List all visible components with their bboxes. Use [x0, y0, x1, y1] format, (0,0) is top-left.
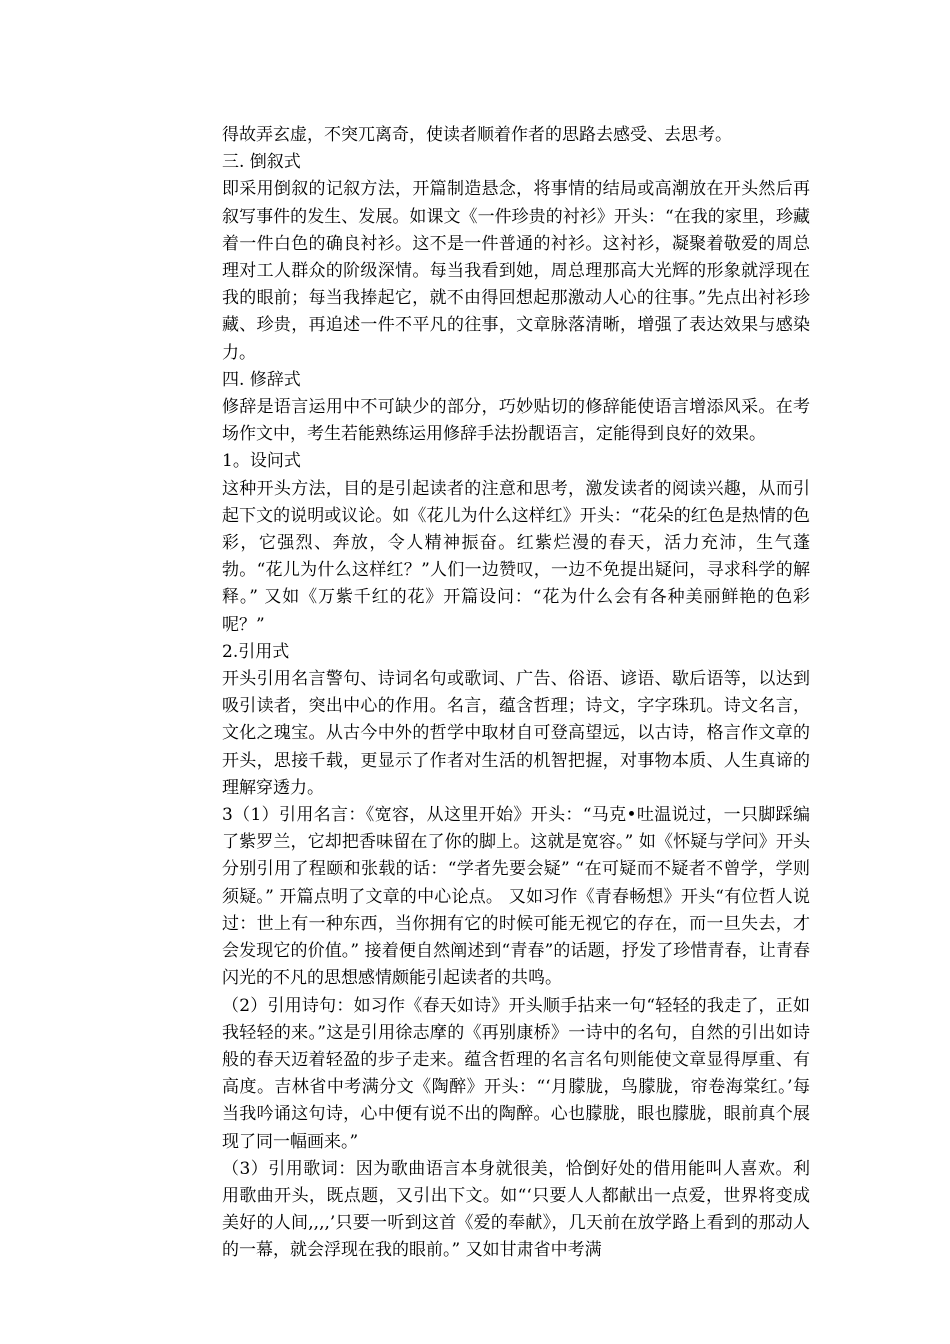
- paragraph-quote-aphorism: 3（1）引用名言：《宽容，从这里开始》开头：“马克•吐温说过，一只脚踩编了紫罗兰，它却把香味留在了你的脚上。这就是宽容。” 如《怀疑与学问》开头分别引用了程颐和张载的话：“学者先要会疑” “在可疑而不疑者不曾学，学则须疑。” 开篇点明了文章的中心论点。 又如习作《青春畅想》开头“有位哲人说过：世上有一种东西，当你拥有它的时候可能无视它的存在，而一旦失去，才会发现它的价值。” 接着便自然阐述到“青春”的话题，抒发了珍惜青春，让青春闪光的不凡的思想感情颇能引起读者的共鸣。: [222, 805, 810, 989]
- paragraph-quote-poem: （2）引用诗句：如习作《春天如诗》开头顺手拈来一句“轻轻的我走了，正如我轻轻的来。”这是引用徐志摩的《再别康桥》一诗中的名句，自然的引出如诗般的春天迈着轻盈的步子走来。蕴含哲理的名言名句则能使文章显得厚重、有高度。吉林省中考满分文《陶醉》开头：“‘月朦胧，鸟朦胧，帘卷海棠红。’每当我吟诵这句诗，心中便有说不出的陶醉。心也朦胧，眼也朦胧，眼前真个展现了同一幅画来。”: [222, 995, 810, 1152]
- paragraph-quotation: 开头引用名言警句、诗词名句或歌词、广告、俗语、谚语、歇后语等，以达到吸引读者，突出中心的作用。名言，蕴含哲理；诗文，字字珠玑。诗文名言，文化之瑰宝。从古今中外的哲学中取材自可登高望远，以古诗，格言作文章的开头，思接千载，更显示了作者对生活的机智把握，对事物本质、人生真谛的理解穿透力。: [222, 669, 810, 798]
- subheading-quotation: 2.引用式: [222, 641, 290, 662]
- section-heading-rhetoric: 四. 修辞式: [222, 369, 301, 390]
- paragraph-quote-lyrics: （3）引用歌词：因为歌曲语言本身就很美，恰倒好处的借用能叫人喜欢。利用歌曲开头，既点题，又引出下文。如“‘只要人人都献出一点爱，世界将变成美好的人间,,,,’只要一听到这首《爱的奉献》，几天前在放学路上看到的那动人的一幕，就会浮现在我的眼前。” 又如甘肃省中考满: [222, 1158, 810, 1261]
- subheading-question: 1。设问式: [222, 451, 301, 472]
- section-heading-flashback: 三. 倒叙式: [222, 152, 301, 173]
- paragraph-rhetoric: 修辞是语言运用中不可缺少的部分，巧妙贴切的修辞能使语言增添风采。在考场作文中，考生若能熟练运用修辞手法扮靓语言，定能得到良好的效果。: [222, 397, 810, 445]
- paragraph-continuation: 得故弄玄虚，不突兀离奇，使读者顺着作者的思路去感受、去思考。: [222, 125, 732, 145]
- document-page: [222, 122, 810, 1265]
- paragraph-flashback: 即采用倒叙的记叙方法，开篇制造悬念，将事情的结局或高潮放在开头然后再叙写事件的发生、发展。如课文《一件珍贵的衬衫》开头：“在我的家里，珍藏着一件白色的确良衬衫。这不是一件普通的衬衫。这衬衫，凝聚着敬爱的周总理对工人群众的阶级深情。每当我看到她，周总理那高大光辉的形象就浮现在我的眼前；每当我捧起它，就不由得回想起那激动人心的往事。”先点出衬衫珍藏、珍贵，再追述一件不平凡的往事，文章脉落清晰，增强了表达效果与感染力。: [222, 179, 810, 363]
- paragraph-question: 这种开头方法，目的是引起读者的注意和思考，激发读者的阅读兴趣，从而引起下文的说明或议论。如《花儿为什么这样红》开头：“花朵的红色是热情的色彩，它强烈、奔放，令人精神振奋。红紫烂漫的春天，活力充沛，生气蓬勃。“花儿为什么这样红？”人们一边赞叹，一边不免提出疑问，寻求科学的解释。” 又如《万紫千红的花》开篇设问：“花为什么会有各种美丽鲜艳的色彩呢？”: [222, 478, 810, 635]
